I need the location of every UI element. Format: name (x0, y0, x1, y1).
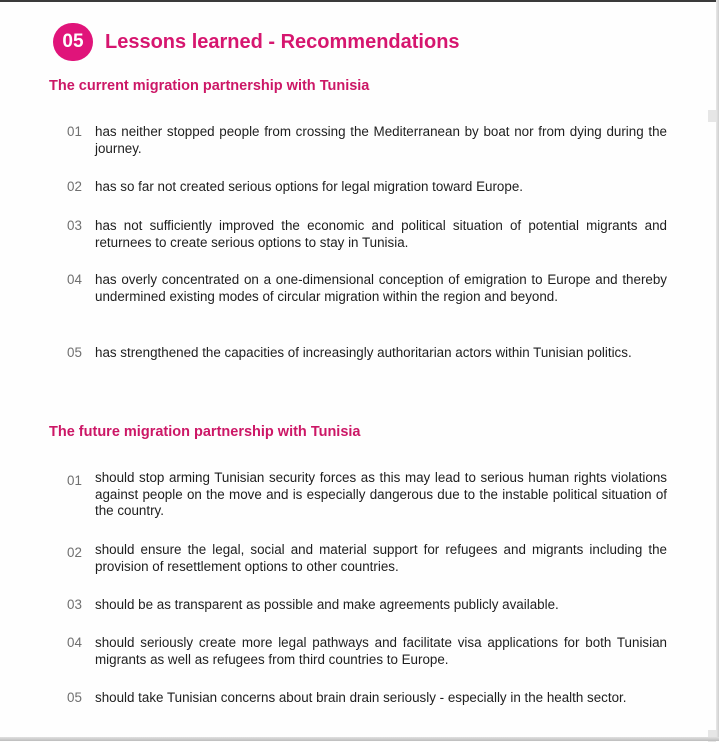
list-item (67, 272, 667, 305)
list-item (67, 179, 667, 196)
item-text: should seriously create more legal pathways and facilitate visa applications for both Tunisian migrants as well as refugees from third countries to Europe. (95, 635, 667, 667)
item-text: should take Tunisian concerns about brain drain seriously - especially in the health sector. (95, 690, 627, 705)
page-title: Lessons learned - Recommendations (105, 30, 460, 53)
item-text: has strengthened the capacities of increasingly authoritarian actors within Tunisian politics. (95, 345, 632, 360)
top-border (0, 0, 719, 2)
list-item (67, 124, 667, 157)
page-edge-tab (708, 110, 716, 122)
page-bottom-edge (0, 737, 719, 741)
item-number: 02 (67, 179, 82, 194)
list-item (67, 470, 667, 520)
list-item (67, 218, 667, 251)
section-title-future: The future migration partnership with Tunisia (49, 424, 361, 440)
chapter-number-badge: 05 (53, 23, 93, 61)
page-header (53, 23, 460, 61)
item-number: 01 (67, 124, 82, 139)
item-number: 03 (67, 597, 82, 612)
item-number: 03 (67, 218, 82, 233)
item-text: has neither stopped people from crossing the Mediterranean by boat nor from dying during the journey. (95, 124, 667, 156)
item-number: 04 (67, 635, 82, 650)
item-text: should ensure the legal, social and material support for refugees and migrants including the provision of resettlement options to other countries. (95, 542, 667, 574)
section-title-current: The current migration partnership with Tunisia (49, 78, 370, 94)
item-text: has not sufficiently improved the economic and political situation of potential migrants and returnees to create serious options to stay in Tunisia. (95, 218, 667, 250)
item-text: has so far not created serious options for legal migration toward Europe. (95, 179, 523, 194)
list-item (67, 597, 667, 614)
item-number: 04 (67, 272, 82, 287)
list-item (67, 345, 667, 362)
list-item (67, 635, 667, 668)
list-item (67, 690, 667, 707)
item-number: 05 (67, 690, 82, 705)
item-text: should be as transparent as possible and make agreements publicly available. (95, 597, 559, 612)
item-text: has overly concentrated on a one-dimensional conception of emigration to Europe and thereby undermined existing modes of circular migration within the region and beyond. (95, 272, 667, 304)
item-text: should stop arming Tunisian security forces as this may lead to serious human rights violations against people on the move and is especially dangerous due to the instable political situation of the country. (95, 470, 667, 518)
item-number: 05 (67, 345, 82, 360)
list-item (67, 542, 667, 575)
item-number: 02 (67, 545, 82, 560)
item-number: 01 (67, 473, 82, 488)
